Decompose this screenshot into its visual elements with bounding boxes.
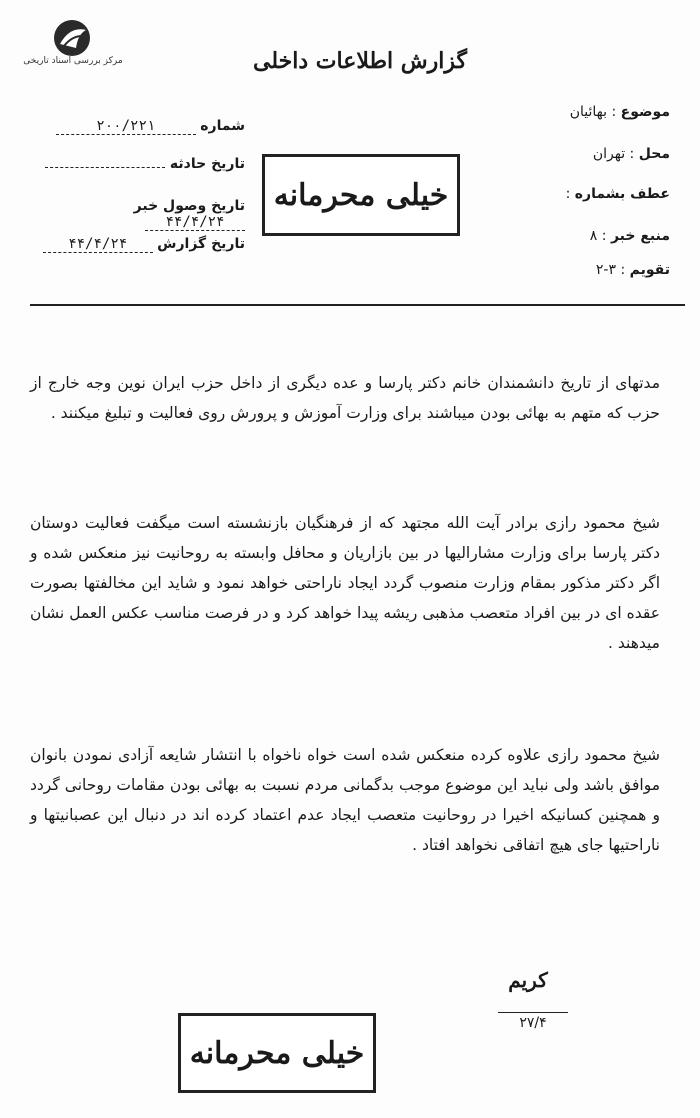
report-date-label: تاریخ گزارش (157, 236, 245, 252)
body-paragraph-3: شیخ محمود رازی علاوه کرده منعکس شده است خواه ناخواه با انتشار شایعه آزادی نمودن بانوان موافق باشد ولی نباید این موضوع موجب بدگمانی مردم نسبت به بهائی بودن مقامات روحانی گردد و همچنین کسانیکه اخیرا در روحانیت متعصب ایجاد عدم اعتماد کرده اند در دنبال این عصبانیتها و ناراحتیها جای هیچ اتفاقی نخواهد افتاد . (30, 746, 660, 854)
report-date-row (30, 236, 245, 253)
subject-value: بهائیان (569, 104, 608, 120)
number-row (30, 118, 245, 135)
received-date-value: ۴۴/۴/۲۴ (145, 214, 245, 231)
number-value: ۲۰۰/۲۲۱ (56, 118, 196, 135)
number-label: شماره (200, 118, 245, 134)
signature: کریم (508, 968, 548, 992)
report-date-value: ۴۴/۴/۲۴ (43, 236, 153, 253)
place-label: محل (638, 146, 670, 162)
evaluation-row: تقویم : ۳-۲ (595, 262, 670, 278)
incident-date-value (45, 167, 165, 168)
subject-label: موضوع (620, 104, 670, 120)
subject-row: موضوع : بهائیان (569, 104, 670, 120)
archive-logo-icon (48, 18, 94, 58)
received-date-row (30, 198, 245, 231)
incident-date-row (30, 156, 245, 172)
evaluation-value: ۳-۲ (595, 262, 617, 278)
evaluation-label: تقویم (629, 262, 670, 278)
source-value: ۸ (589, 228, 598, 244)
header-divider (30, 304, 685, 306)
body-paragraph-2: شیخ محمود رازی برادر آیت الله مجتهد که از فرهنگیان بازنشسته است میگفت فعالیت دوستان دکتر پارسا برای وزارت مشارالیها در بین بازاریان و محافل وابسته به روحانیت نیز منعکس شده و اگر دکتر مذکور بمقام وزارت منصوب گردد ایجاد ناراحتی خواهد نمود و شاید این مخالفتها بصورت عقده ای در بین افراد متعصب مذهبی ریشه پیدا خواهد کرد و در فرصت مناسب عکس العمل نشان میدهند . (30, 514, 660, 652)
logo-caption: مرکز بررسی اسناد تاریخی (23, 56, 123, 66)
top-secret-stamp: خیلی محرمانه (262, 154, 460, 236)
body-paragraph-1: مدتهای از تاریخ دانشمندان خانم دکتر پارسا و عده دیگری از داخل حزب ایران نوین وجه خارج از حزب که متهم به بهائی بودن میباشند برای وزارت آموزش و پرورش روی فعالیت و تبلیغ میکنند . (30, 374, 660, 422)
bottom-secret-stamp: خیلی محرمانه (178, 1013, 376, 1093)
received-date-label: تاریخ وصول خبر (133, 198, 245, 214)
reference-row: عطف بشماره : (565, 186, 670, 202)
source-label: منبع خبر (610, 228, 670, 244)
incident-date-label: تاریخ حادثه (169, 156, 245, 172)
signature-date: ۲۷/۴ (498, 1012, 568, 1031)
reference-label: عطف بشماره (574, 186, 670, 202)
document-title: گزارش اطلاعات داخلی (253, 48, 467, 74)
source-row: منبع خبر : ۸ (589, 228, 670, 244)
place-value: تهران (592, 146, 626, 162)
place-row: محل : تهران (592, 146, 670, 162)
